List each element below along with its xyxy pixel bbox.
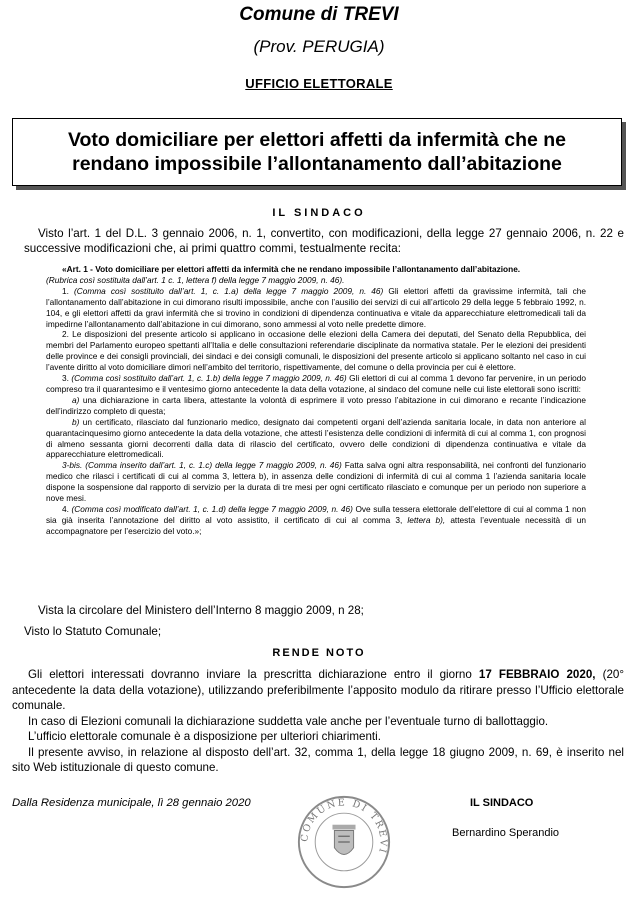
visto-statuto: Visto lo Statuto Comunale; bbox=[24, 625, 162, 638]
signer-title: IL SINDACO bbox=[470, 797, 534, 809]
law-article-heading: «Art. 1 - Voto domiciliare per elettori affetti da infermità che ne rendano impossibile l’allontanamento dall’abitazione. bbox=[62, 264, 521, 274]
intro-paragraph: Visto l’art. 1 del D.L. 3 gennaio 2006, n. 1, convertito, con modificazioni, della legge 27 gennaio 2006, n. 22 e successive modificazioni che, ai primi quattro commi, testualmente recita: bbox=[24, 227, 624, 255]
law-comma-3: 3. (Comma così sostituito dall’art. 1, c. 1.b) della legge 7 maggio 2009, n. 46) Gli elettori di cui al comma 1 devono far pervenire, in un periodo compreso tra il quarantesimo e il ventesimo giorno antecedente la data della votazione, al sindaco del comune nelle cui liste elettorali sono iscritti: bbox=[46, 373, 587, 394]
body-paragraph-ufficio: L’ufficio elettorale comunale è a disposizione per ulteriori chiarimenti. bbox=[28, 730, 381, 743]
notice-title-box bbox=[12, 118, 622, 186]
comune-title: Comune di TREVI bbox=[239, 4, 399, 25]
law-comma-3-letter-b: b) un certificato, rilasciato dal funzionario medico, designato dai competenti organi dell’azienda sanitaria locale, in data non anteriore al quarantacinquesimo giorno antecedente la data della votazione, che attesti l’esistenza delle condizioni di infermità di cui al comma 1, con prognosi di almeno sessanta giorni decorrenti dalla data di rilascio del certificato, ovvero delle condizioni di dipendenza continuativa e vitale da apparecchiature elettromedicali. bbox=[46, 416, 586, 460]
municipal-seal-stamp bbox=[296, 794, 392, 890]
law-comma-3-bis: 3-bis. (Comma inserito dall’art. 1, c. 1.c) della legge 7 maggio 2009, n. 46) Fatta salva ogni altra responsabilità, nei confronti del funzionario medico che rilasci i certificati di cui al comma 3, lettera b), in assenza delle condizioni di infermità di cui al comma 1 l’azienda sanitaria locale dispone la sospensione dal rapporto di servizio per la durata di tre mesi per ogni certificato rilasciato e comunque per un periodo non superiore a nove mesi. bbox=[46, 460, 587, 504]
law-comma-4: 4. (Comma così modificato dall’art. 1, c. 1.d) della legge 7 maggio 2009, n. 46) Ove sulla tessera elettorale dell’elettore di cui al comma 1 non sia già inserita l’annotazione del diritto al voto assistito, il certificato di cui al comma 3, lettera b), attesta l’eventuale necessità di un accompagnatore per l’esercizio del voto.»; bbox=[46, 503, 586, 536]
province-subtitle: (Prov. PERUGIA) bbox=[253, 37, 385, 56]
body-paragraph-web: Il presente avviso, in relazione al disposto dell’art. 32, comma 1, della legge 18 giugno 2009, n. 69, è inserito nel sito Web istituzionale di questo comune. bbox=[12, 745, 624, 774]
notice-body bbox=[12, 667, 624, 776]
law-quote bbox=[46, 264, 586, 537]
rende-noto-heading: RENDE NOTO bbox=[272, 647, 366, 659]
office-heading: UFFICIO ELETTORALE bbox=[245, 76, 393, 91]
seal-ring-text: COMUNE DI TREVI bbox=[299, 797, 389, 856]
body-paragraph-ballottaggio: In caso di Elezioni comunali la dichiarazione suddetta vale anche per l’eventuale turno di ballottaggio. bbox=[28, 714, 549, 728]
notice-title-line-1: Voto domiciliare per elettori affetti da infermità che ne bbox=[67, 129, 567, 151]
law-comma-2: 2. Le disposizioni del presente articolo si applicano in occasione delle elezioni della Camera dei deputati, del Senato della Repubblica, dei membri del Parlamento europeo spettanti all’Italia e delle consultazioni referendarie disciplinate da normativa statale. Per le elezioni dei presidenti delle province e dei consigli provinciali, dei sindaci e dei consigli comunali, le disposizioni del presente articolo si applicano soltanto nel caso in cui l’avente diritto al voto domiciliare dimori nell’ambito del territorio, rispettivamente, del comune o della provincia per cui è elettore. bbox=[46, 329, 586, 373]
law-rubrica-note: (Rubrica così sostituita dall’art. 1 c. 1, lettera f) della legge 7 maggio 2009, n. 46). bbox=[46, 274, 345, 285]
signer-name: Bernardino Sperandio bbox=[452, 827, 560, 839]
il-sindaco-heading: IL SINDACO bbox=[272, 207, 366, 219]
notice-title-line-2: rendano impossibile l’allontanamento dall’abitazione bbox=[72, 153, 562, 175]
vista-circolare: Vista la circolare del Ministero dell’Interno 8 maggio 2009, n 28; bbox=[38, 604, 364, 617]
deadline-date: 17 FEBBRAIO 2020, bbox=[478, 668, 596, 681]
law-comma-3-letter-a: a) una dichiarazione in carta libera, attestante la volontà di esprimere il voto presso l’abitazione in cui dimorano e recante l’indicazione dell’indirizzo completo di questa; bbox=[46, 394, 587, 416]
footer-date-place: Dalla Residenza municipale, lì 28 gennaio 2020 bbox=[12, 797, 251, 809]
body-paragraph-deadline: Gli elettori interessati dovranno inviare la prescritta dichiarazione entro il giorno 17 FEBBRAIO 2020, (20° antecedente la data della votazione), utilizzando preferibilmente l’apposito modulo da ritirare presso l’Ufficio elettorale comunale. bbox=[12, 668, 624, 712]
law-comma-1: 1. (Comma così sostituito dall’art. 1, c. 1.a) della legge 7 maggio 2009, n. 46) Gli elettori affetti da gravissime infermità, tali che l’allontanamento dall’abitazione in cui dimorano risulti impossibile, anche con l’ausilio dei servizi di cui all’articolo 29 della legge 5 febbraio 1992, n. 104, e gli elettori affetti da gravi infermità che si trovino in condizioni di dipendenza continuativa e vitale da apparecchiature elettromedicali tali da impedirne l’allontanamento dall’abitazione in cui dimorano, sono ammessi al voto nelle predette dimore. bbox=[46, 285, 586, 329]
